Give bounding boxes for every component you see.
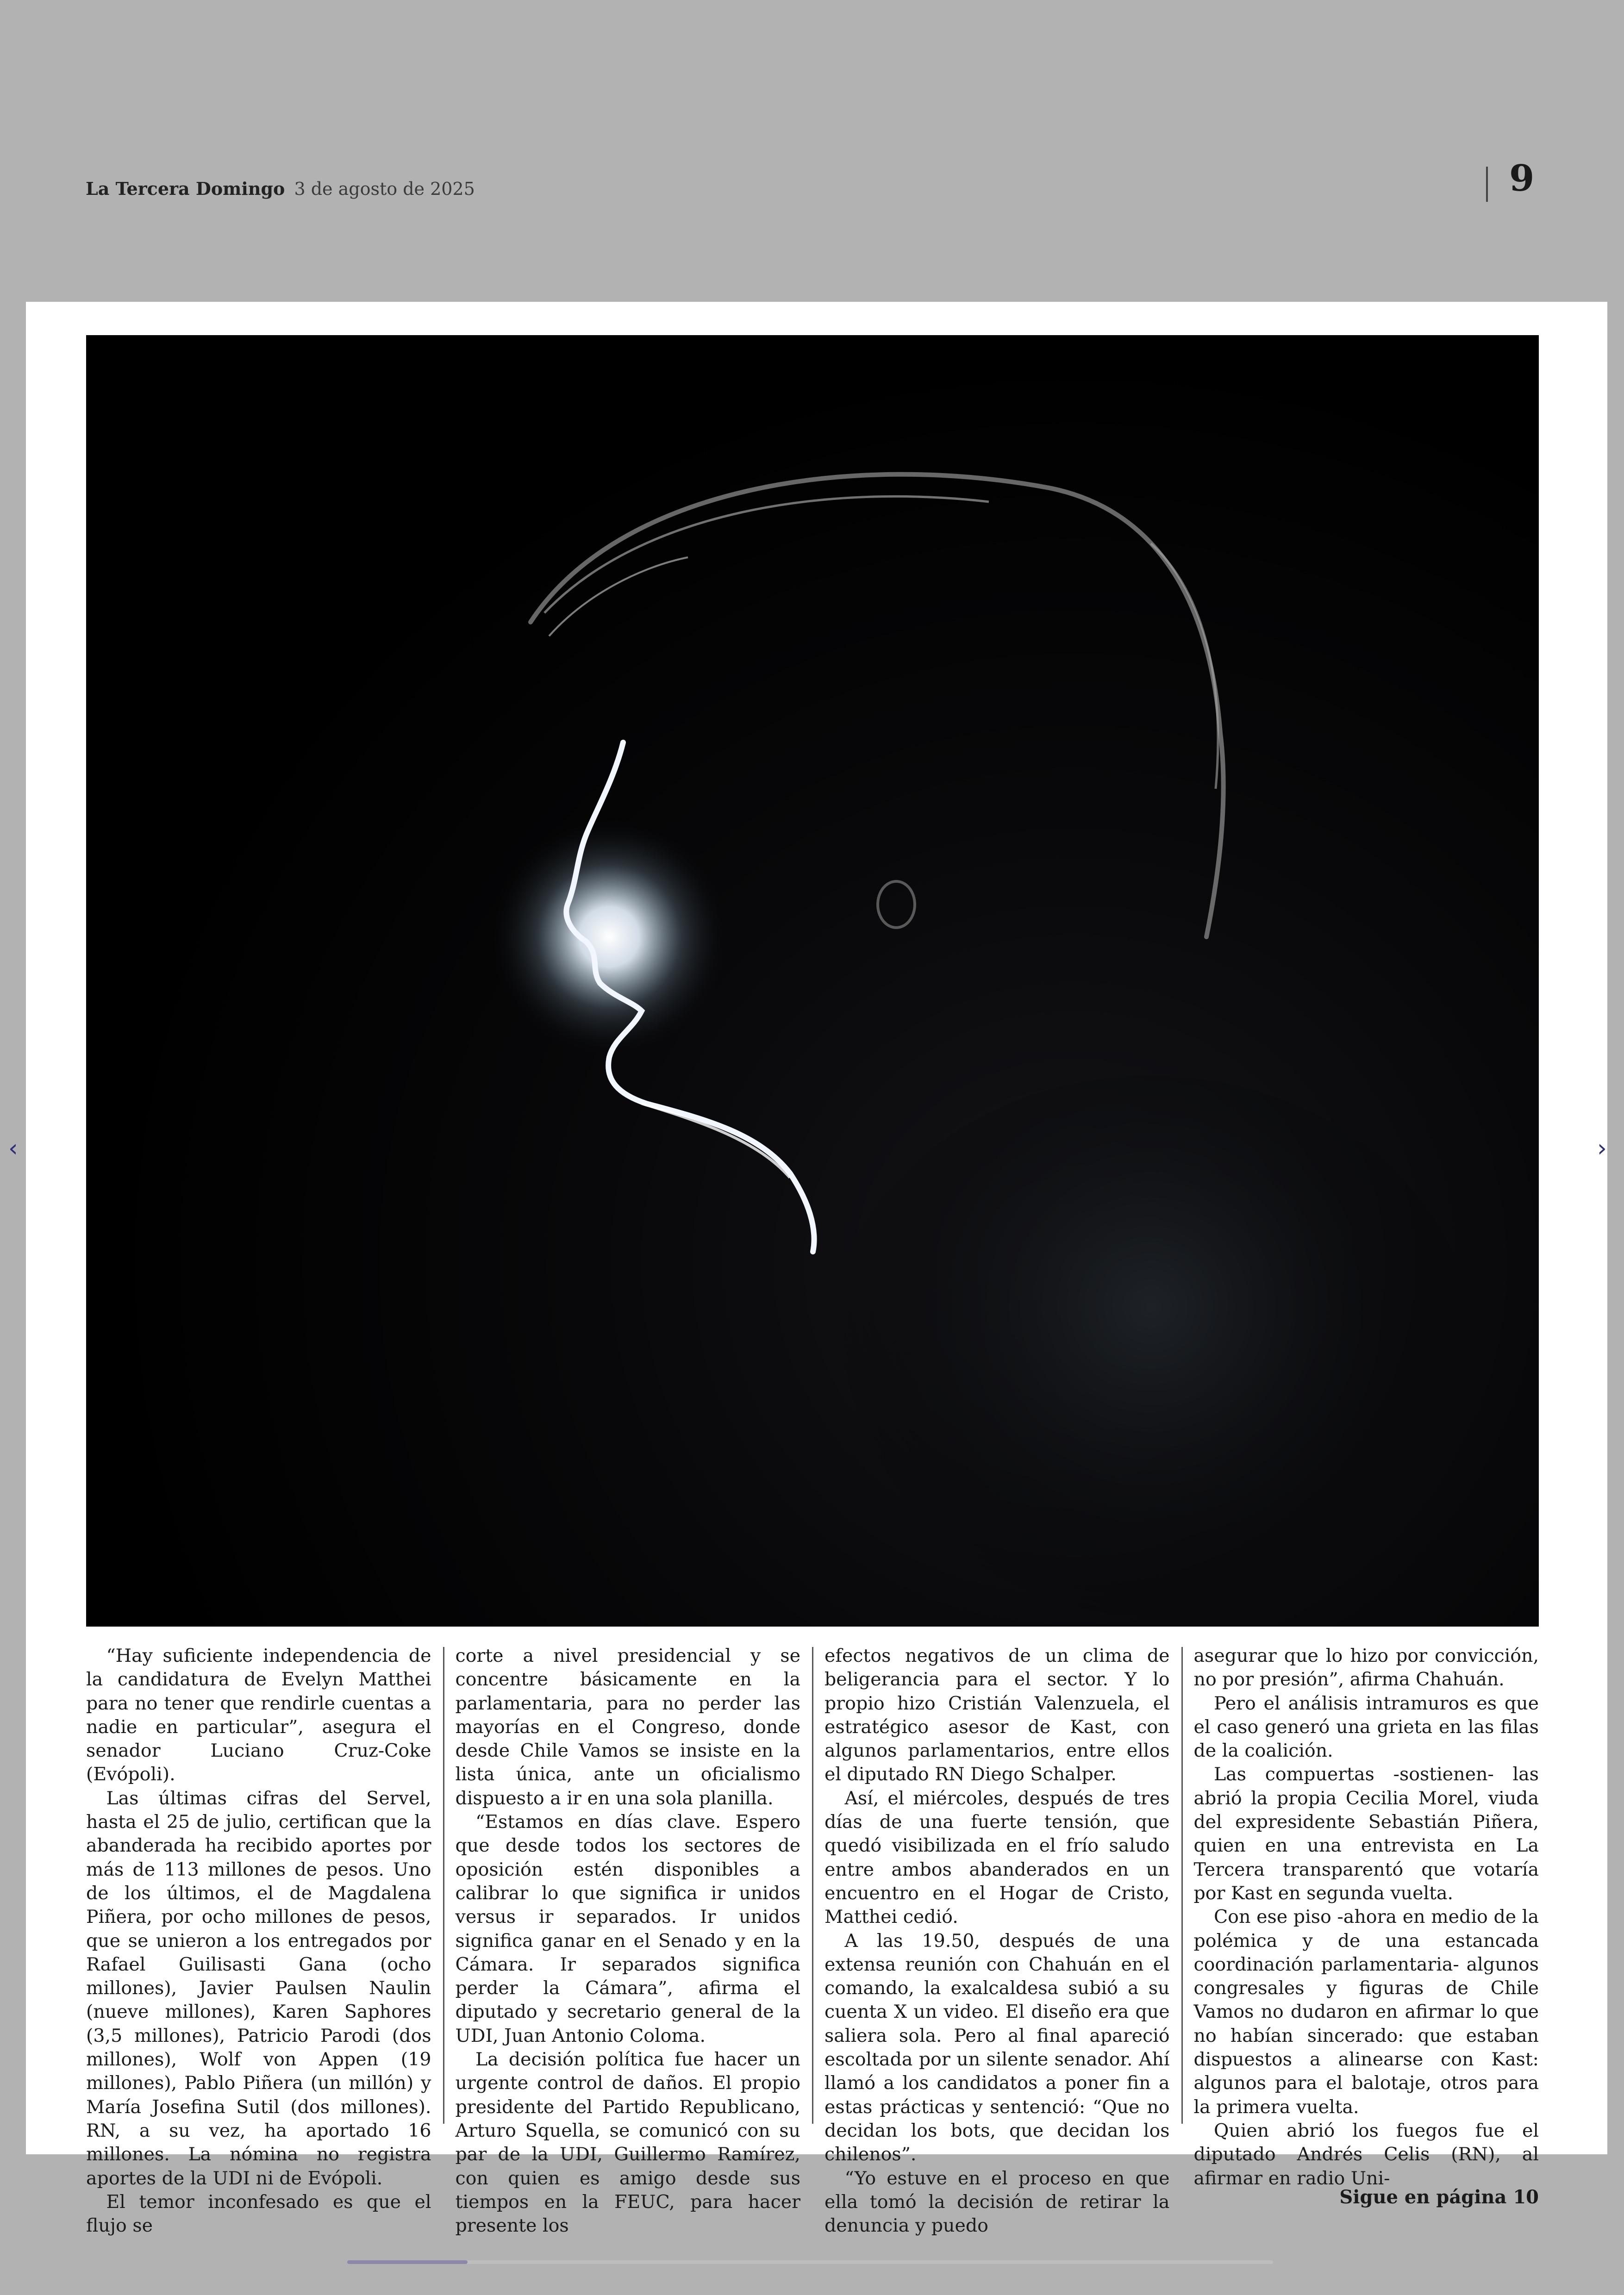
page-progress-fill bbox=[347, 2260, 468, 2264]
article-column-3 bbox=[824, 1644, 1170, 2238]
page-number: 9 bbox=[1509, 157, 1535, 200]
article-body bbox=[86, 1644, 1539, 2237]
paragraph: asegurar que lo hizo por convicción, no por presión”, afirma Chahuán. bbox=[1193, 1645, 1539, 1690]
page-progress-track[interactable] bbox=[347, 2260, 1273, 2264]
paragraph: “Hay suficiente independencia de la candidatura de Evelyn Matthei para no tener que rendirle cuentas a nadie en particular”, asegura el senador Luciano Cruz-Coke (Evópoli). bbox=[86, 1645, 431, 1785]
chevron-right-icon[interactable]: › bbox=[1597, 1135, 1607, 1162]
paragraph: “Estamos en días clave. Espero que desde todos los sectores de oposición estén disponibles a calibrar lo que significa ir unidos versus ir separados. Ir unidos significa ganar en el Senado y en la Cámara. Ir separados significa perder la Cámara”, afirma el diputado y secretario general de la UDI, Juan Antonio Coloma. bbox=[455, 1811, 800, 2046]
paragraph: Así, el miércoles, después de tres días de una fuerte tensión, que quedó visibilizada en el frío saludo entre ambos abanderados en un encuentro en el Hogar de Cristo, Matthei cedió. bbox=[824, 1787, 1170, 1928]
article-column-1 bbox=[86, 1644, 431, 2238]
paragraph: Las últimas cifras del Servel, hasta el 25 de julio, certifican que la abanderada ha recibido aportes por más de 113 millones de pesos. Uno de los últimos, el de Magdalena Piñera, por ocho millones de pesos, que se unieron a los entregados por Rafael Guilisasti Gana (ocho millones), Javier Paulsen Naulin (nueve millones), Karen Saphores (3,5 millones), Patricio Parodi (dos millones), Wolf von Appen (19 millones), Pablo Piñera (un millón) y María Josefina Sutil (dos millones). RN, a su vez, ha aportado 16 millones. La nómina no registra aportes de la UDI ni de Evópoli. bbox=[86, 1787, 431, 2189]
publication-date: 3 de agosto de 2025 bbox=[294, 179, 475, 199]
paragraph: Con ese piso -ahora en medio de la polémica y de una estancada coordinación parlamentaria- algunos congresales y figuras de Chile Vamos no dudaron en afirmar lo que no habían sincerado: que estaban dispuestos a alinearse con Kast: algunos para el balotaje, otros para la primera vuelta. bbox=[1193, 1906, 1539, 2118]
paragraph: La decisión política fue hacer un urgente control de daños. El propio presidente del Partido Republicano, Arturo Squella, se comunicó con su par de la UDI, Guillermo Ramírez, con quien es amigo desde sus tiempos en la FEUC, para hacer presente los bbox=[455, 2049, 800, 2237]
profile-silhouette-photo bbox=[86, 335, 1539, 1627]
paragraph: Pero el análisis intramuros es que el caso generó una grieta en las filas de la coalición. bbox=[1193, 1692, 1539, 1762]
paragraph: A las 19.50, después de una extensa reunión con Chahuán en el comando, la exalcaldesa subió a su cuenta X un video. El diseño era que saliera sola. Pero al final apareció escoltada por un silente senador. Ahí llamó a los candidatos a poner fin a estas prácticas y sentenció: “Que no decidan los bots, que decidan los chilenos”. bbox=[824, 1930, 1170, 2165]
paragraph: corte a nivel presidencial y se concentre básicamente en la parlamentaria, para no perder las mayorías en el Congreso, donde desde Chile Vamos se insiste en la lista única, ante un oficialismo dispuesto a ir en una sola planilla. bbox=[455, 1645, 800, 1809]
publication-name: La Tercera Domingo bbox=[86, 178, 285, 199]
article-column-4 bbox=[1194, 1644, 1539, 2238]
paragraph: “Yo estuve en el proceso en que ella tomó la decisión de retirar la denuncia y puedo bbox=[824, 2167, 1170, 2237]
silhouette-image bbox=[86, 335, 1539, 1627]
paragraph: Las compuertas -sostienen- las abrió la propia Cecilia Morel, viuda del expresidente Sebastián Piñera, quien en una entrevista en La Tercera transparentó que votaría por Kast en segunda vuelta. bbox=[1193, 1764, 1539, 1904]
continues-on-page-link: Sigue en página 10 bbox=[1339, 2186, 1539, 2208]
viewer-header bbox=[0, 0, 1624, 301]
article-column-2 bbox=[456, 1644, 801, 2238]
newspaper-page bbox=[26, 302, 1607, 2237]
paragraph: efectos negativos de un clima de beligerancia para el sector. Y lo propio hizo Cristián Valenzuela, el estratégico asesor de Kast, con algunos parlamentarios, entre ellos el diputado RN Diego Schalper. bbox=[824, 1645, 1170, 1785]
page-number-divider bbox=[1486, 167, 1488, 202]
chevron-left-icon[interactable]: ‹ bbox=[8, 1135, 18, 1162]
paragraph: Quien abrió los fuegos fue el diputado Andrés Celis (RN), al afirmar en radio Uni- bbox=[1193, 2120, 1539, 2189]
paragraph: El temor inconfesado es que el flujo se bbox=[86, 2191, 431, 2237]
publication-line bbox=[86, 178, 475, 199]
